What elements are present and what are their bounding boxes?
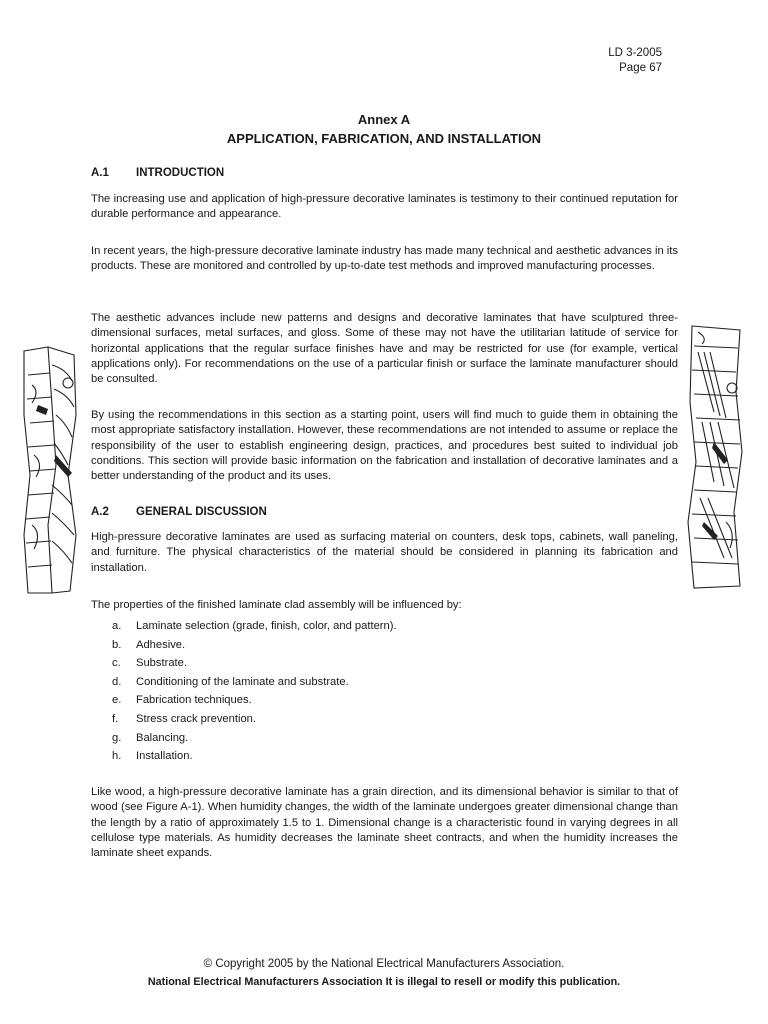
list-item: h. Installation.	[112, 750, 193, 763]
copyright-notice: © Copyright 2005 by the National Electrical Manufacturers Association.	[203, 958, 565, 970]
section-number: A.1	[91, 167, 109, 179]
list-item: c. Substrate.	[112, 657, 187, 670]
influence-factors-list	[112, 617, 397, 766]
annex-title: Annex A	[357, 112, 411, 127]
list-item: b. Adhesive.	[112, 638, 186, 651]
list-item: g. Balancing.	[112, 731, 189, 744]
list-item: e. Fabrication techniques.	[112, 694, 252, 707]
paragraph: The properties of the finished laminate clad assembly will be influenced by:	[91, 599, 462, 611]
paragraph: High-pressure decorative laminates are used as surfacing material on counters, desk tops, cabinets, wall paneling, and furniture. The physical characteristics of the material should be considered in planning its fabrication and installation.	[91, 531, 678, 574]
list-item: f. Stress crack prevention.	[112, 712, 257, 725]
paragraph: In recent years, the high-pressure decorative laminate industry has made many technical and aesthetic advances in its products. These are monitored and controlled by up-to-date test methods and improved manufacturing processes.	[91, 245, 678, 273]
paragraph: The aesthetic advances include new patterns and designs and decorative laminates that have sculptured three-dimensional surfaces, metal surfaces, and gloss. Some of these may not have the utilitarian latitude of service for horizontal applications that the regular surface finishes have and may be restricted for use (for example, vertical applications only). For recommendations on the use of a particular finish or surface the laminate manufacturer should be consulted.	[91, 312, 678, 386]
laminate-illustration-left	[18, 345, 80, 595]
paragraph: By using the recommendations in this section as a starting point, users will find much to guide them in obtaining the most appropriate satisfactory installation. However, these recommendations are not intended to assume or replace the responsibility of the user to establish engineering design, practices, and procedures best suited to individual job conditions. This section will provide basic information on the fabrication and installation of decorative laminates and a better understanding of the product and its uses.	[91, 409, 678, 483]
page-number: Page 67	[619, 61, 662, 74]
list-item: a. Laminate selection (grade, finish, color, and pattern).	[112, 620, 397, 632]
paragraph: The increasing use and application of high-pressure decorative laminates is testimony to their continued reputation for durable performance and appearance.	[91, 193, 678, 221]
list-item: d. Conditioning of the laminate and substrate.	[112, 675, 349, 688]
section-title: GENERAL DISCUSSION	[136, 506, 267, 518]
section-heading-a2	[91, 506, 267, 518]
section-number: A.2	[91, 506, 109, 518]
annex-subtitle: APPLICATION, FABRICATION, AND INSTALLATION	[226, 131, 542, 146]
document-reference	[608, 46, 662, 75]
section-title: INTRODUCTION	[136, 167, 225, 179]
resale-notice: National Electrical Manufacturers Association It is illegal to resell or modify this publication.	[147, 976, 621, 988]
paragraph: Like wood, a high-pressure decorative laminate has a grain direction, and its dimensional behavior is similar to that of wood (see Figure A-1). When humidity changes, the width of the laminate undergoes greater dimensional change than the length by a ratio of approximately 1.5 to 1. Dimensional change is a characteristic found in varying degrees in all cellulose type materials. As humidity decreases the laminate sheet contracts, and when the humidity increases the laminate sheet expands.	[91, 786, 678, 860]
laminate-illustration-right	[684, 322, 748, 592]
section-heading-a1	[91, 167, 224, 179]
document-id: LD 3-2005	[608, 47, 662, 59]
